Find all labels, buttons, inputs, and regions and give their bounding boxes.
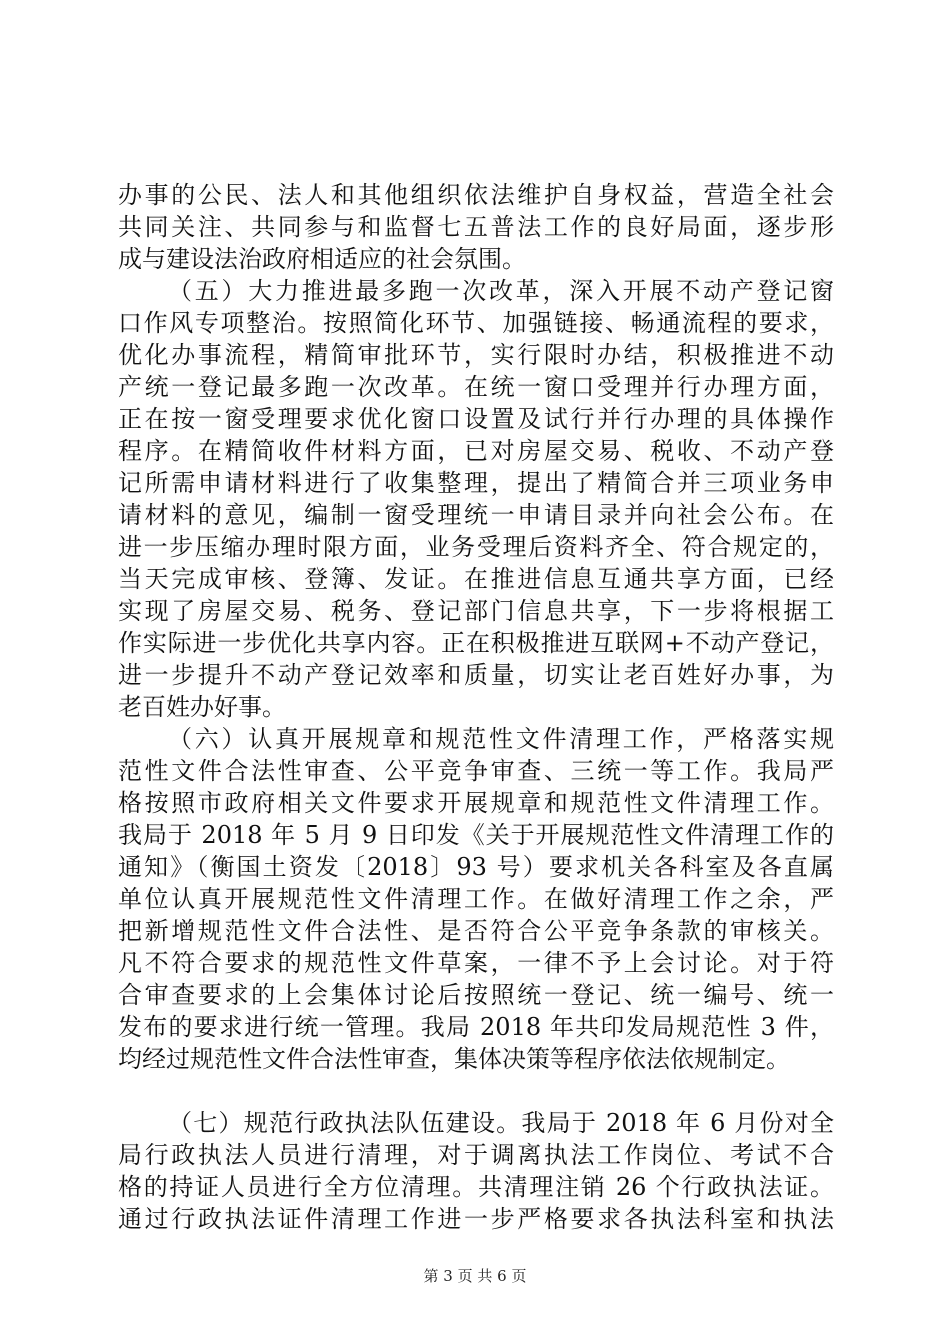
- paragraph-line: 口作风专项整治。按照简化环节、加强链接、畅通流程的要求，: [118, 309, 834, 337]
- paragraph-line: 凡不符合要求的规范性文件草案，一律不予上会讨论。对于符: [118, 949, 834, 977]
- paragraph-line: 产统一登记最多跑一次改革。在统一窗口受理并行办理方面，: [118, 373, 834, 401]
- paragraph-line: 请材料的意见，编制一窗受理统一申请目录并向社会公布。在: [118, 501, 834, 529]
- paragraph-line: 作实际进一步优化共享内容。正在积极推进互联网+不动产登记，: [118, 629, 834, 657]
- paragraph-line: 进一步提升不动产登记效率和质量，切实让老百姓好办事，为: [118, 661, 834, 689]
- paragraph-line: 共同关注、共同参与和监督七五普法工作的良好局面，逐步形: [118, 213, 834, 241]
- paragraph-line: 发布的要求进行统一管理。我局 2018 年共印发局规范性 3 件，: [118, 1013, 834, 1041]
- paragraph-line: 范性文件合法性审查、公平竞争审查、三统一等工作。我局严: [118, 757, 834, 785]
- paragraph-line: 正在按一窗受理要求优化窗口设置及试行并行办理的具体操作: [118, 405, 834, 433]
- paragraph-line: 通知》（衡国土资发〔2018〕93 号）要求机关各科室及各直属: [118, 853, 834, 881]
- paragraph-line: （六）认真开展规章和规范性文件清理工作，严格落实规: [168, 725, 834, 753]
- paragraph-line: 格的持证人员进行全方位清理。共清理注销 26 个行政执法证。: [118, 1173, 834, 1201]
- paragraph-line: 实现了房屋交易、税务、登记部门信息共享，下一步将根据工: [118, 597, 834, 625]
- paragraph-line: 我局于 2018 年 5 月 9 日印发《关于开展规范性文件清理工作的: [118, 821, 834, 849]
- paragraph-line: 记所需申请材料进行了收集整理，提出了精简合并三项业务申: [118, 469, 834, 497]
- paragraph-line: 当天完成审核、登簿、发证。在推进信息互通共享方面，已经: [118, 565, 834, 593]
- paragraph-line: （五）大力推进最多跑一次改革，深入开展不动产登记窗: [168, 277, 834, 305]
- paragraph-line: 成与建设法治政府相适应的社会氛围。: [118, 245, 526, 273]
- paragraph-line: 均经过规范性文件合法性审查，集体决策等程序依法依规制定。: [118, 1045, 790, 1073]
- paragraph-line: 优化办事流程，精简审批环节，实行限时办结，积极推进不动: [118, 341, 834, 369]
- paragraph-line: 单位认真开展规范性文件清理工作。在做好清理工作之余，严: [118, 885, 834, 913]
- paragraph-line: （七）规范行政执法队伍建设。我局于 2018 年 6 月份对全: [168, 1109, 834, 1137]
- paragraph-line: 通过行政执法证件清理工作进一步严格要求各执法科室和执法: [118, 1205, 834, 1233]
- paragraph-line: 程序。在精简收件材料方面，已对房屋交易、税收、不动产登: [118, 437, 834, 465]
- paragraph-line: 老百姓办好事。: [118, 693, 286, 721]
- paragraph-line: 合审查要求的上会集体讨论后按照统一登记、统一编号、统一: [118, 981, 834, 1009]
- paragraph-line: 把新增规范性文件合法性、是否符合公平竞争条款的审核关。: [118, 917, 834, 945]
- page-number-footer: 第 3 页 共 6 页: [423, 1267, 527, 1285]
- paragraph-line: 办事的公民、法人和其他组织依法维护自身权益，营造全社会: [118, 181, 834, 209]
- paragraph-line: 格按照市政府相关文件要求开展规章和规范性文件清理工作。: [118, 789, 834, 817]
- paragraph-line: 局行政执法人员进行清理，对于调离执法工作岗位、考试不合: [118, 1141, 834, 1169]
- paragraph-line: 进一步压缩办理时限方面，业务受理后资料齐全、符合规定的，: [118, 533, 834, 561]
